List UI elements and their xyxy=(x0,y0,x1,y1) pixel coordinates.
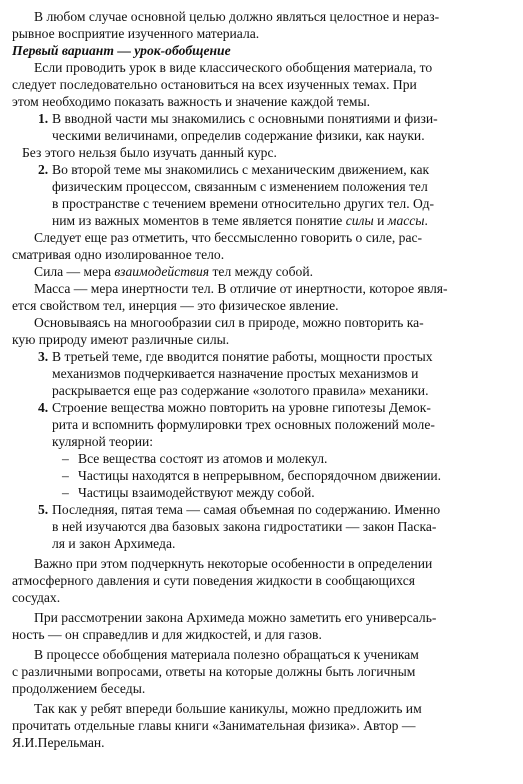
paragraph-2 xyxy=(12,229,511,263)
text-line: Так как у ребят впереди большие каникулы, можно предложить им xyxy=(34,701,422,716)
text-span: Частицы находятся в непрерывном, беспорядочном движении. xyxy=(78,468,442,483)
text-line: В процессе обобщения материала полезно обращаться к ученикам xyxy=(34,647,419,662)
dash-bullet: – xyxy=(62,485,69,500)
list-number: 2. xyxy=(38,162,49,177)
text-span: и xyxy=(373,213,388,228)
text-line xyxy=(12,212,511,229)
list-number: 1. xyxy=(38,111,49,126)
text-line: рывное восприятие изученного материала. xyxy=(12,26,260,41)
text-span: Сила — мера xyxy=(34,264,115,279)
list-item-2 xyxy=(12,161,511,229)
list-number: 3. xyxy=(38,349,49,364)
text-span: В вводной части мы знакомились с основными понятиями и физи- xyxy=(52,111,438,126)
paragraph-1 xyxy=(12,59,511,110)
text-line: Я.И.Перельман. xyxy=(12,735,105,750)
text-line: продолжением беседы. xyxy=(12,681,146,696)
text-span: Строение вещества можно повторить на уровне гипотезы Демок- xyxy=(52,400,431,415)
text-line: кулярной теории: xyxy=(52,434,154,449)
list-item-4 xyxy=(12,399,511,501)
text-line: При рассмотрении закона Архимеда можно заметить его универсаль- xyxy=(34,610,437,625)
text-line: атмосферного давления и сути поведения жидкости в сообщающихся xyxy=(12,573,415,588)
text-line xyxy=(12,399,511,416)
dash-bullet: – xyxy=(62,468,69,483)
text-line: Без этого нельзя было изучать данный курс. xyxy=(22,145,277,160)
paragraph-4 xyxy=(12,555,511,606)
text-span: ним из важных моментов в теме является понятие xyxy=(52,213,346,228)
text-line: Масса — мера инертности тел. В отличие от инертности, которое явля- xyxy=(34,281,448,296)
emphasis: массы xyxy=(387,213,425,228)
text-line: ля и закон Архимеда. xyxy=(52,536,176,551)
text-line: Важно при этом подчеркнуть некоторые особенности в определении xyxy=(34,556,433,571)
text-span: Частицы взаимодействуют между собой. xyxy=(78,485,315,500)
text-line: в ней изучаются два базовых закона гидростатики — закон Паска- xyxy=(52,519,437,534)
text-line: кую природу имеют различные силы. xyxy=(12,332,230,347)
paragraph-3 xyxy=(12,314,511,348)
dash-bullet: – xyxy=(62,451,69,466)
list-item-5 xyxy=(12,501,511,552)
text-span: . xyxy=(424,213,428,228)
force-definition xyxy=(12,263,511,280)
text-line: прочитать отдельные главы книги «Занимательная физика». Автор — xyxy=(12,718,416,733)
text-line: Основываясь на многообразии сил в природе, можно повторить ка- xyxy=(34,315,424,330)
text-line: ность — он справедлив и для жидкостей, и для газов. xyxy=(12,627,322,642)
text-line: с различными вопросами, ответы на которые должны быть логичным xyxy=(12,664,416,679)
text-line: этом необходимо показать важность и значение каждой темы. xyxy=(12,94,371,109)
text-line: ется свойством тел, инерция — это физическое явление. xyxy=(12,298,339,313)
text-line xyxy=(12,110,511,127)
text-line: механизмов подчеркивается назначение простых механизмов и xyxy=(52,366,419,381)
paragraph-7 xyxy=(12,700,511,751)
section-heading: Первый вариант — урок-обобщение xyxy=(12,43,231,58)
emphasis: взаимодействия xyxy=(114,264,210,279)
text-line: сматривая одно изолированное тело. xyxy=(12,247,225,262)
list-item-1 xyxy=(12,110,511,144)
list-number: 5. xyxy=(38,502,49,517)
text-span: тел между собой. xyxy=(209,264,313,279)
text-line: следует последовательно остановиться на всех изученных темах. При xyxy=(12,77,417,92)
text-span: В третьей теме, где вводится понятие работы, мощности простых xyxy=(52,349,433,364)
text-line xyxy=(12,501,511,518)
emphasis: силы xyxy=(345,213,374,228)
text-line: в пространстве с течением времени относительно других тел. Од- xyxy=(52,196,435,211)
text-line: рита и вспомнить формулировки трех основных положений моле- xyxy=(52,417,435,432)
text-line: Следует еще раз отметить, что бессмысленно говорить о силе, рас- xyxy=(34,230,423,245)
dash-item xyxy=(12,484,511,501)
text-line: сосудах. xyxy=(12,590,61,605)
text-line: раскрывается еще раз содержание «золотого правила» механики. xyxy=(52,383,429,398)
text-line: ческими величинами, определив содержание физики, как науки. xyxy=(52,128,425,143)
text-span: Последняя, пятая тема — самая объемная по содержанию. Именно xyxy=(52,502,441,517)
dash-item xyxy=(12,450,511,467)
list-number: 4. xyxy=(38,400,49,415)
paragraph-6 xyxy=(12,646,511,697)
dash-item xyxy=(12,467,511,484)
text-line: Если проводить урок в виде классического обобщения материала, то xyxy=(34,60,433,75)
intro-paragraph xyxy=(12,8,511,42)
text-line xyxy=(12,161,511,178)
text-span: Все вещества состоят из атомов и молекул. xyxy=(78,451,328,466)
text-span: Во второй теме мы знакомились с механическим движением, как xyxy=(52,162,430,177)
text-line: физическим процессом, связанным с изменением положения тел xyxy=(52,179,428,194)
text-line xyxy=(12,348,511,365)
text-line: В любом случае основной целью должно являться целостное и нераз- xyxy=(34,9,440,24)
list-item-3 xyxy=(12,348,511,399)
mass-definition xyxy=(12,280,511,314)
paragraph-5 xyxy=(12,609,511,643)
